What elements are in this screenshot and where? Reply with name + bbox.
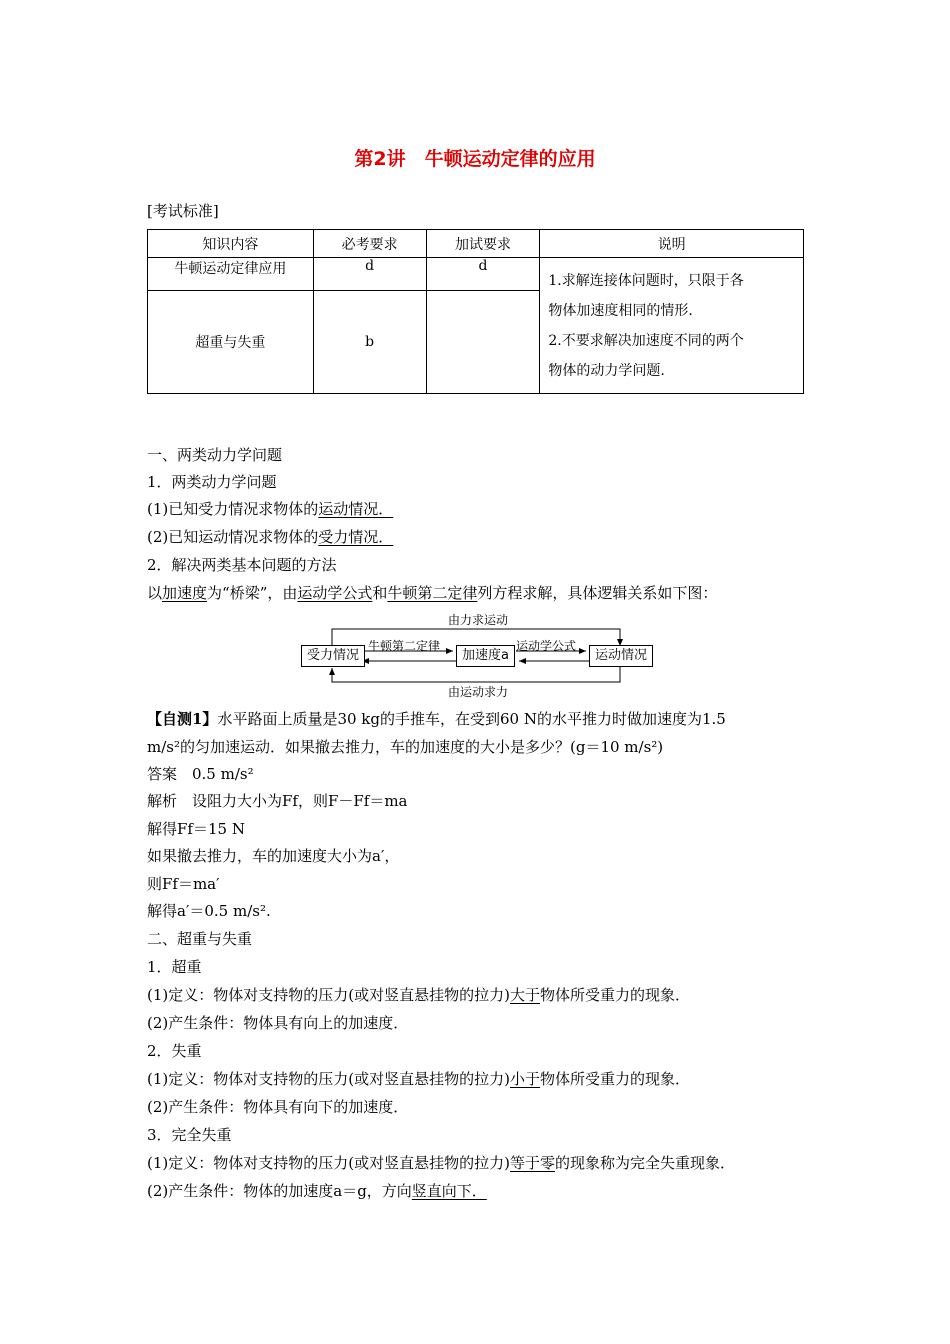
topic-cell: 牛顿运动定律应用 <box>148 258 314 291</box>
selftest-question: 【自测1】水平路面上质量是30 kg的手推车，在受到60 N的水平推力时做加速度为1.5 <box>147 710 726 728</box>
bottom-loop-arrow <box>332 667 620 682</box>
solution-line: 解得Ff＝15 N <box>147 820 245 838</box>
box-motion: 运动情况 <box>589 645 653 667</box>
header-cell: 说明 <box>540 230 804 258</box>
paragraph: (2)产生条件：物体具有向上的加速度． <box>147 1014 409 1032</box>
box-force: 受力情况 <box>301 645 365 667</box>
paragraph: (2)已知运动情况求物体的受力情况． <box>147 528 394 546</box>
selftest-question-cont: m/s²的匀加速运动．如果撤去推力，车的加速度的大小是多少？(g＝10 m/s²) <box>147 738 664 756</box>
note-line: 物体加速度相同的情形. <box>548 302 693 319</box>
notes-cell <box>540 258 804 394</box>
header-cell: 加试要求 <box>426 230 540 258</box>
note-line: 物体的动力学问题. <box>548 362 665 379</box>
solution-line: 则Ff＝ma′ <box>147 875 220 893</box>
selftest-tag: 【自测1】 <box>147 710 218 728</box>
subsection-heading: 1．两类动力学问题 <box>147 473 277 491</box>
paragraph: (2)产生条件：物体具有向下的加速度． <box>147 1098 409 1116</box>
top-loop-label: 由力求运动 <box>448 613 509 627</box>
standards-label: [考试标准] <box>147 202 219 220</box>
topic-cell: 超重与失重 <box>148 291 314 394</box>
page-title: 第2讲 牛顿运动定律的应用 <box>354 148 596 170</box>
section-heading: 二、超重与失重 <box>147 930 253 948</box>
extra-cell: d <box>426 258 540 291</box>
header-cell: 知识内容 <box>148 230 314 258</box>
box-acceleration: 加速度a <box>456 645 515 667</box>
note-line: 2.不要求解决加速度不同的两个 <box>548 332 744 349</box>
paragraph: (1)定义：物体对支持物的压力(或对竖直悬挂物的拉力)大于物体所受重力的现象． <box>147 986 690 1004</box>
solution-line: 如果撤去推力，车的加速度大小为a′， <box>147 847 400 865</box>
solution-line: 解析 设阻力大小为Ff，则F－Ff＝ma <box>147 792 408 810</box>
subsection-heading: 1．超重 <box>147 958 202 976</box>
required-cell: d <box>313 258 426 291</box>
note-line: 1.求解连接体问题时，只限于各 <box>548 272 744 289</box>
table-header-row <box>148 230 804 258</box>
arrow-label-newton: 牛顿第二定律 <box>368 639 441 653</box>
paragraph: (2)产生条件：物体的加速度a＝g，方向竖直向下． <box>147 1182 487 1200</box>
extra-cell <box>426 291 540 394</box>
solution-line: 解得a′＝0.5 m/s². <box>147 902 271 920</box>
paragraph: (1)定义：物体对支持物的压力(或对竖直悬挂物的拉力)等于零的现象称为完全失重现象． <box>147 1154 735 1172</box>
subsection-heading: 2．解决两类基本问题的方法 <box>147 556 337 574</box>
subsection-heading: 2．失重 <box>147 1042 202 1060</box>
selftest-answer: 答案 0.5 m/s² <box>147 765 254 783</box>
standards-table <box>147 229 804 394</box>
table-row <box>148 258 804 291</box>
header-cell: 必考要求 <box>313 230 426 258</box>
required-cell: b <box>313 291 426 394</box>
section-heading: 一、两类动力学问题 <box>147 446 283 464</box>
arrow-label-kinematics: 运动学公式 <box>516 639 577 653</box>
paragraph: 以加速度为“桥梁”，由运动学公式和牛顿第二定律列方程求解，具体逻辑关系如下图： <box>147 584 718 602</box>
subsection-heading: 3．完全失重 <box>147 1126 232 1144</box>
paragraph: (1)定义：物体对支持物的压力(或对竖直悬挂物的拉力)小于物体所受重力的现象． <box>147 1070 690 1088</box>
bottom-loop-label: 由运动求力 <box>448 685 509 699</box>
paragraph: (1)已知受力情况求物体的运动情况． <box>147 500 394 518</box>
